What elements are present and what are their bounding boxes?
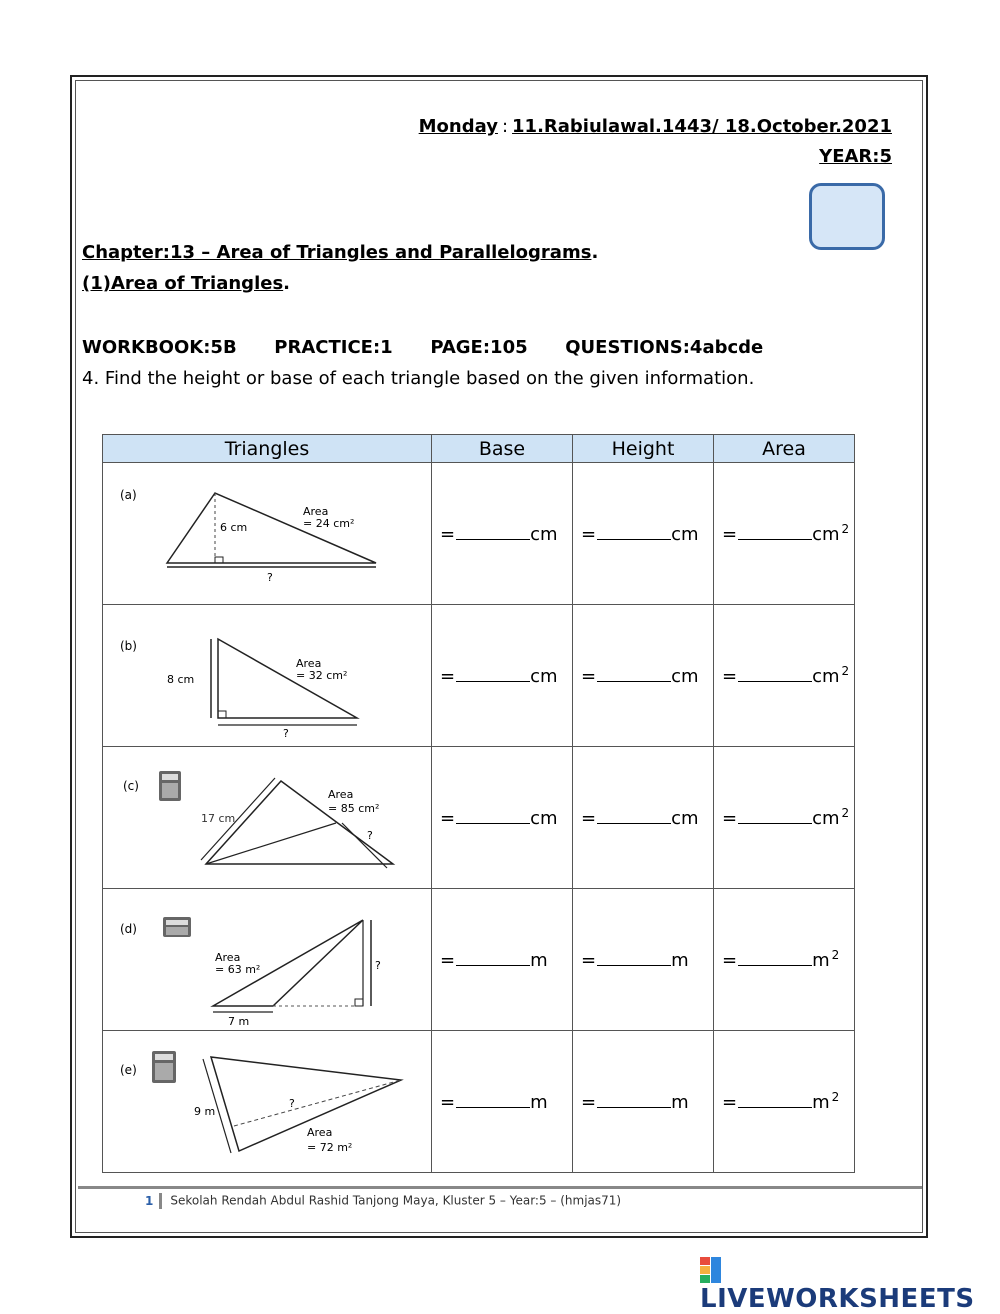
given-area-e: = 72 m² — [307, 1141, 353, 1154]
footer-divider — [78, 1186, 922, 1189]
given-height-a: 6 cm — [220, 521, 248, 534]
triangle-diagram-a — [103, 463, 432, 605]
given-area-d: = 63 m² — [215, 963, 261, 976]
calculator-icon — [159, 771, 181, 801]
given-height-e: 9 m — [194, 1105, 216, 1118]
triangle-diagram-b — [103, 605, 432, 747]
height-answer-d[interactable]: = m — [573, 889, 714, 1031]
header-triangles: Triangles — [103, 435, 432, 463]
given-area-b: = 32 cm² — [296, 669, 348, 682]
unknown-a: ? — [267, 571, 273, 584]
score-answer-box[interactable] — [809, 183, 885, 250]
base-answer-d[interactable]: = m — [432, 889, 573, 1031]
header-base: Base — [432, 435, 573, 463]
brand-text: LIVEWORKSHEETS — [700, 1284, 975, 1314]
date-text: 11.Rabiulawal.1443/ 18.October.2021 — [512, 116, 892, 137]
calculator-icon — [163, 917, 191, 937]
triangle-diagram-d — [103, 889, 432, 1031]
area-label-d: Area — [215, 951, 241, 964]
given-area-a: = 24 cm² — [303, 517, 355, 530]
question-table — [102, 434, 855, 1173]
area-label-a: Area — [303, 505, 329, 518]
area-label-c: Area — [328, 788, 354, 801]
header-height: Height — [573, 435, 714, 463]
height-answer-b[interactable]: = cm — [573, 605, 714, 747]
area-answer-c[interactable]: = cm $^2$ — [714, 747, 855, 889]
area-answer-a[interactable]: = cm $^2$ — [714, 463, 855, 605]
given-height-b: 8 cm — [167, 673, 195, 686]
base-answer-a[interactable]: = cm — [432, 463, 573, 605]
triangle-diagram-e — [103, 1031, 432, 1173]
area-answer-b[interactable]: = cm $^2$ — [714, 605, 855, 747]
height-answer-a[interactable]: = cm — [573, 463, 714, 605]
footer-text: Sekolah Rendah Abdul Rashid Tanjong Maya, Kluster 5 – Year:5 – (hmjas71) — [170, 1193, 622, 1208]
day-text: Monday — [418, 116, 498, 137]
given-height-c: 17 cm — [201, 812, 236, 825]
page-footer — [145, 1193, 621, 1209]
given-base-d: 7 m — [228, 1015, 250, 1028]
unknown-c: ? — [367, 829, 373, 842]
brand-logo — [700, 1254, 1000, 1314]
table-header-row — [103, 435, 855, 463]
label-a: (a) — [120, 488, 137, 502]
workbook-line: WORKBOOK:5B PRACTICE:1 PAGE:105 QUESTIONS:4abcde — [82, 337, 764, 358]
section-subtitle: (1)Area of Triangles. — [82, 273, 290, 294]
label-b: (b) — [120, 639, 137, 653]
header-area: Area — [714, 435, 855, 463]
table-row — [103, 605, 855, 747]
date-line: Monday : 11.Rabiulawal.1443/ 18.October.2021 — [418, 116, 892, 137]
table-row — [103, 463, 855, 605]
area-answer-d[interactable]: = m $^2$ — [714, 889, 855, 1031]
height-answer-e[interactable]: = m — [573, 1031, 714, 1173]
unknown-d: ? — [375, 959, 381, 972]
given-area-c: = 85 cm² — [328, 802, 380, 815]
label-d: (d) — [120, 922, 137, 936]
base-answer-b[interactable]: = cm — [432, 605, 573, 747]
table-row — [103, 1031, 855, 1173]
unknown-b: ? — [283, 727, 289, 740]
label-c: (c) — [123, 779, 139, 793]
area-label-e: Area — [307, 1126, 333, 1139]
triangle-diagram-c — [103, 747, 432, 889]
table-row — [103, 747, 855, 889]
area-answer-e[interactable]: = m $^2$ — [714, 1031, 855, 1173]
calculator-icon — [152, 1051, 176, 1083]
year-text: YEAR:5 — [819, 146, 892, 167]
instruction-text: 4. Find the height or base of each triangle based on the given information. — [82, 368, 755, 389]
height-answer-c[interactable]: = cm — [573, 747, 714, 889]
base-answer-e[interactable]: = m — [432, 1031, 573, 1173]
area-label-b: Area — [296, 657, 322, 670]
base-answer-c[interactable]: = cm — [432, 747, 573, 889]
chapter-title: Chapter:13 – Area of Triangles and Parallelograms. — [82, 242, 599, 263]
unknown-e: ? — [289, 1097, 295, 1110]
page-number: 1 — [145, 1193, 154, 1208]
liveworksheets-logo-icon — [700, 1257, 722, 1283]
table-row — [103, 889, 855, 1031]
label-e: (e) — [120, 1063, 137, 1077]
